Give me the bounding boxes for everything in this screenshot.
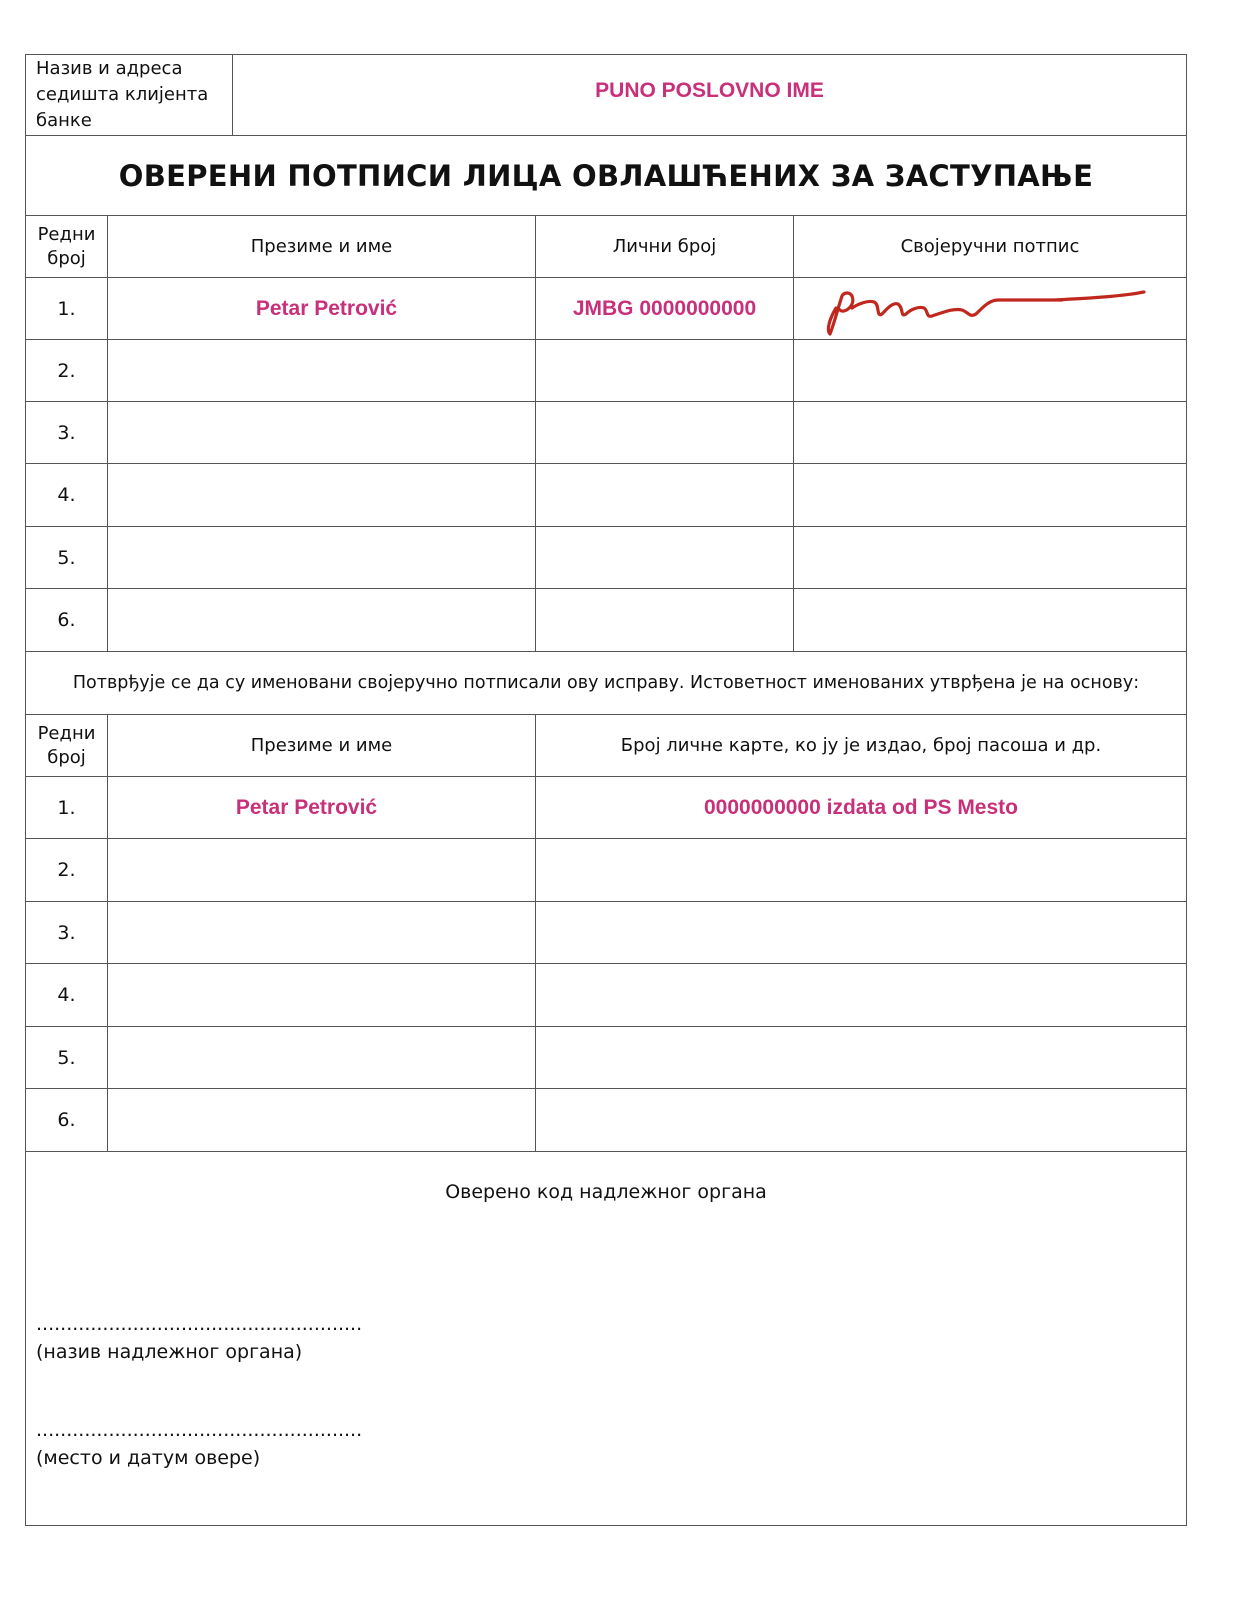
- business-name: PUNO POSLOVNO IME: [595, 79, 824, 102]
- table1-header-name: Презиме и име: [108, 216, 536, 277]
- id-document: 0000000000 izdata od PS Mesto: [704, 795, 1018, 819]
- table2-header-name: Презиме и име: [108, 715, 536, 776]
- signature-cell: [794, 527, 1186, 588]
- table2-row: [26, 777, 1186, 839]
- row-number: 2.: [26, 839, 108, 901]
- certified-label: Оверено код надлежног органа: [445, 1181, 767, 1203]
- id-document: [536, 839, 1186, 901]
- confirmation-row: [26, 652, 1186, 715]
- client-label: [26, 55, 233, 135]
- personal-id: [536, 464, 794, 526]
- confirmation-text: Потврђује се да су именовани својеручно потписали ову исправу. Истоветност именованих утврђена је на основу:: [72, 673, 1140, 693]
- table2-row: [26, 839, 1186, 902]
- signature-cell: [794, 278, 1186, 339]
- client-label-text: Назив и адреса седишта клијента банке: [36, 58, 209, 131]
- authority-dotted-line: ......................................................: [36, 1313, 363, 1335]
- person-name: [108, 402, 536, 463]
- row-number: 1.: [26, 278, 108, 339]
- title-row: [26, 136, 1186, 216]
- place-date-dotted-line: ......................................................: [36, 1419, 363, 1441]
- personal-id: JMBG 0000000000: [536, 278, 794, 339]
- table1-header: [26, 216, 1186, 278]
- signature-cell: [794, 589, 1186, 651]
- person-name: Petar Petrović: [108, 278, 536, 339]
- signature-cell: [794, 402, 1186, 463]
- table1-row: [26, 464, 1186, 527]
- table2-header-doc: Број личне карте, ко ју је издао, број пасоша и др.: [620, 735, 1102, 756]
- table1-header-id: Лични број: [536, 216, 794, 277]
- person-name: [108, 839, 536, 901]
- table1-row: [26, 589, 1186, 652]
- table1-row: [26, 402, 1186, 464]
- person-name: [108, 964, 536, 1026]
- person-name: [108, 527, 536, 588]
- form-title: ОВЕРЕНИ ПОТПИСИ ЛИЦА ОВЛАШЋЕНИХ ЗА ЗАСТУПАЊЕ: [118, 158, 1094, 193]
- row-number: 6.: [26, 1089, 108, 1151]
- person-name: [108, 1089, 536, 1151]
- row-number: 4.: [26, 464, 108, 526]
- table1-row: [26, 278, 1186, 340]
- table1-row: [26, 340, 1186, 402]
- row-number: 3.: [26, 902, 108, 963]
- personal-id: [536, 589, 794, 651]
- signature-cell: [794, 464, 1186, 526]
- table1-header-num: Редни број: [26, 216, 108, 277]
- id-document: [536, 1027, 1186, 1088]
- table1-header-signature: Својеручни потпис: [900, 236, 1080, 257]
- handwritten-signature: [794, 278, 1174, 340]
- table2-row: [26, 1027, 1186, 1089]
- place-date-label: (место и датум овере): [36, 1447, 261, 1469]
- authority-label: (назив надлежног органа): [36, 1341, 303, 1363]
- header-row: [26, 55, 1186, 136]
- personal-id: [536, 527, 794, 588]
- person-name: [108, 464, 536, 526]
- person-name: [108, 589, 536, 651]
- personal-id: [536, 340, 794, 401]
- signature-form: [25, 54, 1187, 1526]
- row-number: 4.: [26, 964, 108, 1026]
- person-name: [108, 340, 536, 401]
- table2-row: [26, 964, 1186, 1027]
- row-number: 6.: [26, 589, 108, 651]
- table2-header-num: Редни број: [26, 715, 108, 776]
- row-number: 5.: [26, 527, 108, 588]
- person-name: Petar Petrović: [108, 777, 536, 838]
- personal-id: [536, 402, 794, 463]
- signature-cell: [794, 340, 1186, 401]
- person-name: [108, 1027, 536, 1088]
- row-number: 1.: [26, 777, 108, 838]
- table2-row: [26, 1089, 1186, 1152]
- row-number: 5.: [26, 1027, 108, 1088]
- id-document: [536, 902, 1186, 963]
- table2-row: [26, 902, 1186, 964]
- row-number: 2.: [26, 340, 108, 401]
- table2-header: [26, 715, 1186, 777]
- row-number: 3.: [26, 402, 108, 463]
- table1-row: [26, 527, 1186, 589]
- id-document: [536, 964, 1186, 1026]
- person-name: [108, 902, 536, 963]
- id-document: [536, 1089, 1186, 1151]
